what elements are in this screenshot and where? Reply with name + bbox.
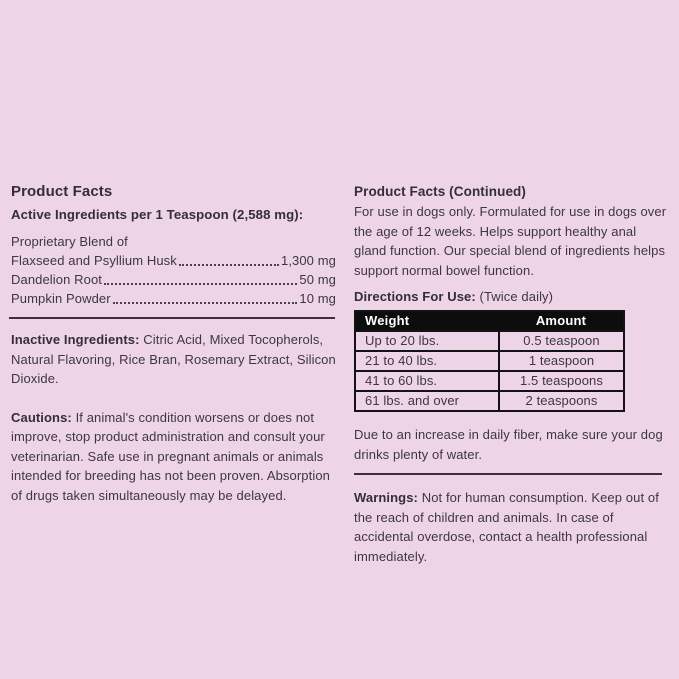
product-facts-title: Product Facts <box>11 183 113 200</box>
cautions-label: Cautions: <box>11 409 72 425</box>
weight-cell: 61 lbs. and over <box>355 391 499 411</box>
weight-cell: 21 to 40 lbs. <box>355 351 499 371</box>
active-ingredients-heading: Active Ingredients per 1 Teaspoon (2,588 mg): <box>11 207 304 222</box>
right-column <box>354 182 670 566</box>
ingredient-amount: 1,300 mg <box>280 253 336 268</box>
ingredient-name: Pumpkin Powder <box>11 291 111 306</box>
warnings-paragraph <box>354 488 670 566</box>
warnings-label: Warnings: <box>354 490 418 505</box>
product-facts-continued-title: Product Facts (Continued) <box>354 184 526 199</box>
blend-intro-text: Proprietary Blend of <box>11 234 128 249</box>
table-header-row <box>355 311 624 331</box>
ingredient-row <box>11 270 336 289</box>
directions-note: (Twice daily) <box>479 289 554 304</box>
right-divider <box>354 473 662 475</box>
ingredient-name: Dandelion Root <box>11 272 103 287</box>
cautions-text: If animal's condition worsens or does not improve, stop product administration and consult your veterinarian. Safe use in pregnant animals or animals intended for breeding has not been proven. Absorption of drugs taken simultaneously may be delayed. <box>11 409 330 503</box>
inactive-ingredients-label: Inactive Ingredients: <box>11 332 140 347</box>
directions-label: Directions For Use: <box>354 289 476 304</box>
dosage-table <box>354 310 625 412</box>
amount-cell: 1 teaspoon <box>499 351 624 371</box>
table-row <box>355 391 624 411</box>
inactive-ingredients-text: Citric Acid, Mixed Tocopherols, Natural Flavoring, Rice Bran, Rosemary Extract, Silicon Dioxide. <box>11 332 336 386</box>
ingredient-amount: 10 mg <box>299 291 336 306</box>
amount-column-header: Amount <box>499 311 624 331</box>
cautions-paragraph <box>11 408 336 506</box>
usage-intro-paragraph: For use in dogs only. Formulated for use in dogs over the age of 12 weeks. Helps support healthy anal gland function. Our special blend of ingredients helps support normal bowel function. <box>354 204 667 278</box>
weight-column-header: Weight <box>355 311 499 331</box>
weight-cell: 41 to 60 lbs. <box>355 371 499 391</box>
dosage-table-body <box>355 331 624 411</box>
weight-cell: Up to 20 lbs. <box>355 331 499 351</box>
amount-cell: 1.5 teaspoons <box>499 371 624 391</box>
blend-intro-line <box>11 232 336 251</box>
directions-for-use-line <box>354 287 670 306</box>
fiber-note-paragraph: Due to an increase in daily fiber, make sure your dog drinks plenty of water. <box>354 427 663 462</box>
inactive-ingredients-paragraph <box>11 330 336 389</box>
left-column <box>11 182 336 505</box>
dosage-table-header <box>355 311 624 331</box>
ingredient-amount: 50 mg <box>299 272 336 287</box>
left-divider <box>9 317 335 319</box>
table-row <box>355 351 624 371</box>
ingredient-name: Flaxseed and Psyllium Husk <box>11 253 177 268</box>
dot-leader <box>113 289 298 304</box>
amount-cell: 2 teaspoons <box>499 391 624 411</box>
dot-leader <box>179 251 279 266</box>
ingredient-row <box>11 289 336 308</box>
dot-leader <box>104 270 297 285</box>
warnings-text: Not for human consumption. Keep out of the reach of children and animals. In case of accidental overdose, contact a health professional immediately. <box>354 490 659 564</box>
amount-cell: 0.5 teaspoon <box>499 331 624 351</box>
table-row <box>355 331 624 351</box>
table-row <box>355 371 624 391</box>
ingredient-row <box>11 251 336 270</box>
